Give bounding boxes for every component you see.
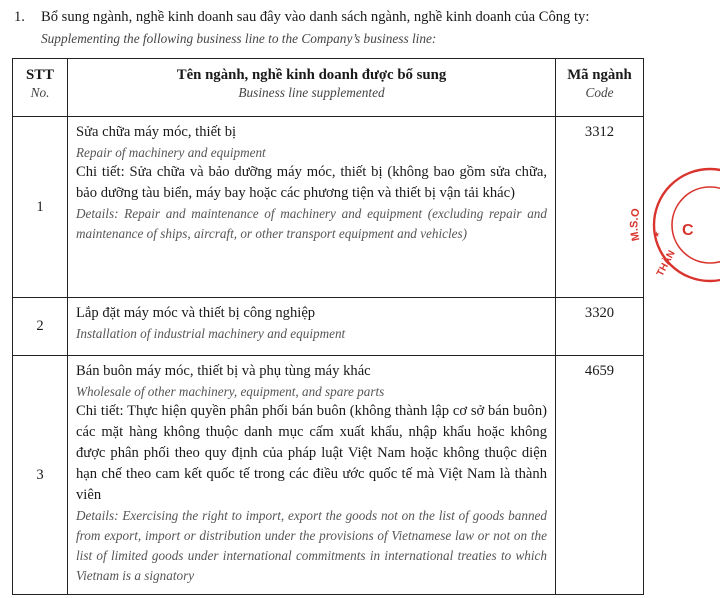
row-title-vi: Bán buôn máy móc, thiết bị và phụ tùng máy khác bbox=[76, 363, 371, 379]
business-lines-table bbox=[12, 58, 644, 595]
list-number: 1. bbox=[14, 9, 25, 25]
header-code bbox=[556, 59, 644, 117]
row-number: 2 bbox=[13, 298, 68, 356]
header-name-label: Tên ngành, nghề kinh doanh được bổ sung bbox=[176, 67, 447, 83]
row-number: 3 bbox=[13, 356, 68, 595]
row-title-vi: Lắp đặt máy móc và thiết bị công nghiệp bbox=[76, 305, 316, 321]
row-description bbox=[68, 298, 556, 356]
header-name bbox=[68, 59, 556, 117]
row-code: 4659 bbox=[556, 356, 644, 595]
row-title-en: Wholesale of other machinery, equipment, and spare parts bbox=[76, 384, 385, 399]
header-stt-label-en: No. bbox=[30, 85, 50, 100]
row-description bbox=[68, 356, 556, 595]
row-detail-en: Details: Repair and maintenance of machinery and equipment (excluding repair and maintenance of ships, aircraft, or other transport equipment and vehicles) bbox=[76, 206, 547, 241]
row-title-vi: Sửa chữa máy móc, thiết bị bbox=[76, 124, 237, 140]
table-row bbox=[13, 117, 644, 298]
header-code-label-en: Code bbox=[585, 85, 614, 100]
row-detail-vi: Chi tiết: Sửa chữa và bảo dưỡng máy móc, thiết bị (không bao gồm sửa chữa, bảo dưỡng tàu biển, máy bay hoặc các phương tiện và thiết bị vận tải khác) bbox=[76, 164, 547, 201]
row-description bbox=[68, 117, 556, 298]
company-seal-stamp bbox=[628, 165, 720, 283]
seal-inner-text: C bbox=[682, 222, 694, 239]
seal-star-icon: ★ bbox=[653, 230, 661, 239]
header-stt-label: STT bbox=[26, 67, 54, 83]
row-detail-en: Details: Exercising the right to import, export the goods not on the list of goods banned from export, import or distribution under the provisions of Vietnamese law or not on the list of limited goods under international commitments in international treaties to which Vietnam is a signatory bbox=[76, 508, 547, 583]
seal-inner-ring bbox=[672, 187, 720, 263]
row-title-en: Installation of industrial machinery and equipment bbox=[76, 326, 346, 341]
row-code: 3320 bbox=[556, 298, 644, 356]
seal-side-text: THÀN bbox=[654, 248, 678, 279]
row-number: 1 bbox=[13, 117, 68, 298]
row-code: 3312 bbox=[556, 117, 644, 298]
table-row bbox=[13, 298, 644, 356]
intro-text-en: Supplementing the following business line to the Company’s business line: bbox=[41, 31, 437, 46]
row-title-en: Repair of machinery and equipment bbox=[76, 145, 266, 160]
table-header-row bbox=[13, 59, 644, 117]
header-code-label: Mã ngành bbox=[567, 67, 632, 83]
seal-arc-text: M.S.O bbox=[628, 207, 643, 242]
row-detail-vi: Chi tiết: Thực hiện quyền phân phối bán buôn (không thành lập cơ sở bán buôn) các mặt hàng không thuộc danh mục cấm xuất khẩu, nhập khẩu hoặc không được phân phối theo quy định của pháp luật Việt Nam hoặc không thuộc diện hạn chế theo cam kết quốc tế trong các điều ước quốc tế mà Việt Nam là thành viên bbox=[76, 403, 547, 503]
intro-text-vi: Bổ sung ngành, nghề kinh doanh sau đây vào danh sách ngành, nghề kinh doanh của Công ty: bbox=[41, 9, 590, 25]
table-row bbox=[13, 356, 644, 595]
header-name-label-en: Business line supplemented bbox=[238, 85, 385, 100]
header-stt bbox=[13, 59, 68, 117]
